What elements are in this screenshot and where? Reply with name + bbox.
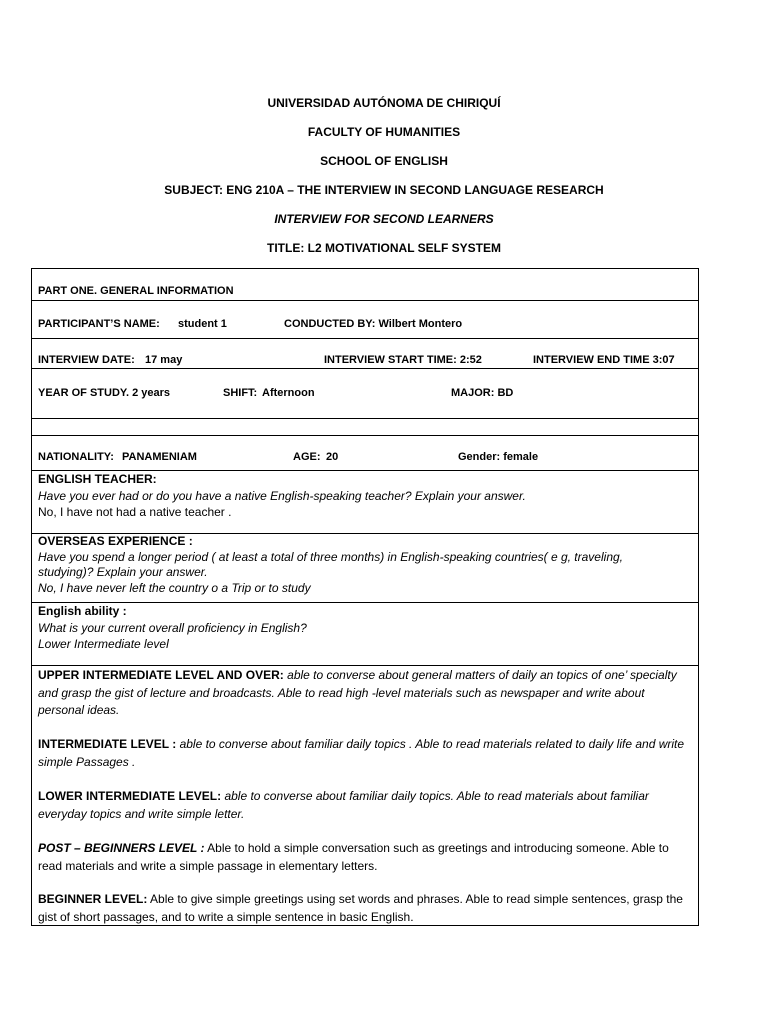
university-name: UNIVERSIDAD AUTÓNOMA DE CHIRIQUÍ <box>267 96 501 110</box>
overseas-experience-label: OVERSEAS EXPERIENCE : <box>38 534 193 548</box>
school-name: SCHOOL OF ENGLISH <box>320 154 448 168</box>
level-description <box>38 891 688 926</box>
overseas-experience-question-line-1: Have you spend a longer period ( at least a total of three months) in English-speaking countries( e g, traveling, <box>38 549 623 564</box>
row-divider <box>32 300 698 301</box>
level-description <box>38 736 688 771</box>
english-teacher-answer: No, I have not had a native teacher . <box>38 505 232 519</box>
gender: Gender: female <box>458 451 539 463</box>
interview-end-time: INTERVIEW END TIME 3:07 <box>533 354 675 366</box>
interview-date-value: 17 may <box>145 354 183 366</box>
document-title: TITLE: L2 MOTIVATIONAL SELF SYSTEM <box>267 241 501 255</box>
row-divider <box>32 368 698 369</box>
major: MAJOR: BD <box>451 387 514 399</box>
participant-name-value: student 1 <box>178 318 227 330</box>
participant-name-label: PARTICIPANT’S NAME: <box>38 318 160 330</box>
level-description <box>38 788 688 823</box>
shift-value: Afternoon <box>262 387 315 399</box>
level-text-italic: able to converse about general matters of daily an topics of one’ specialty and grasp the gist of lecture and broadcasts. Able to read high -level materials such as newspaper and write about personal ideas. <box>38 668 677 717</box>
level-description <box>38 840 688 875</box>
age-value: 20 <box>326 451 339 463</box>
nationality-label: NATIONALITY: <box>38 451 114 463</box>
level-label: INTERMEDIATE LEVEL : <box>38 737 177 751</box>
faculty-name: FACULTY OF HUMANITIES <box>307 125 461 139</box>
english-ability-answer: Lower Intermediate level <box>38 637 169 651</box>
interview-type: INTERVIEW FOR SECOND LEARNERS <box>274 212 494 226</box>
year-of-study: YEAR OF STUDY. 2 years <box>38 387 171 399</box>
interview-form-table <box>31 268 699 926</box>
overseas-experience-section <box>38 534 623 596</box>
part-one-heading: PART ONE. GENERAL INFORMATION <box>38 285 234 297</box>
english-ability-section <box>38 603 307 653</box>
level-text: Able to give simple greetings using set words and phrases. Able to read simple sentences, grasp the gist of short passages, and to write a simple sentence in basic English. <box>38 892 683 924</box>
level-label: UPPER INTERMEDIATE LEVEL AND OVER: <box>38 668 284 682</box>
row-divider <box>32 435 698 436</box>
interview-start-time: INTERVIEW START TIME: 2:52 <box>324 354 482 366</box>
level-description <box>38 667 688 720</box>
row-divider <box>32 338 698 339</box>
subject-line: SUBJECT: ENG 210A – THE INTERVIEW IN SECOND LANGUAGE RESEARCH <box>164 183 604 197</box>
level-text: Able to hold a simple conversation such as greetings and introducing someone. Able to read materials and write a simple passage in elementary letters. <box>38 841 669 873</box>
row-divider <box>32 418 698 419</box>
english-teacher-label: ENGLISH TEACHER: <box>38 472 157 486</box>
level-text-italic: able to converse about familiar daily topics. Able to read materials about familiar everyday topics and write simple letter. <box>38 789 649 821</box>
english-teacher-question: Have you ever had or do you have a native English-speaking teacher? Explain your answer. <box>38 488 526 503</box>
level-label: BEGINNER LEVEL: <box>38 892 148 906</box>
interview-date-label: INTERVIEW DATE: <box>38 354 135 366</box>
conducted-by: CONDUCTED BY: Wilbert Montero <box>284 318 463 330</box>
english-teacher-section <box>38 471 526 521</box>
english-ability-question: What is your current overall proficiency in English? <box>38 620 307 635</box>
row-divider <box>32 665 698 666</box>
age-label: AGE: <box>293 451 321 463</box>
nationality-value: PANAMENIAM <box>122 451 197 463</box>
overseas-experience-answer: No, I have never left the country o a Trip or to study <box>38 580 311 595</box>
level-label: LOWER INTERMEDIATE LEVEL: <box>38 789 222 803</box>
level-label: POST – BEGINNERS LEVEL : <box>38 841 205 855</box>
level-text-italic: able to converse about familiar daily topics . Able to read materials related to daily life and write simple Passages . <box>38 737 685 769</box>
shift-label: SHIFT: <box>223 387 258 399</box>
overseas-experience-question-line-2: studying)? Explain your answer. <box>38 565 208 579</box>
english-ability-label: English ability : <box>38 604 127 618</box>
